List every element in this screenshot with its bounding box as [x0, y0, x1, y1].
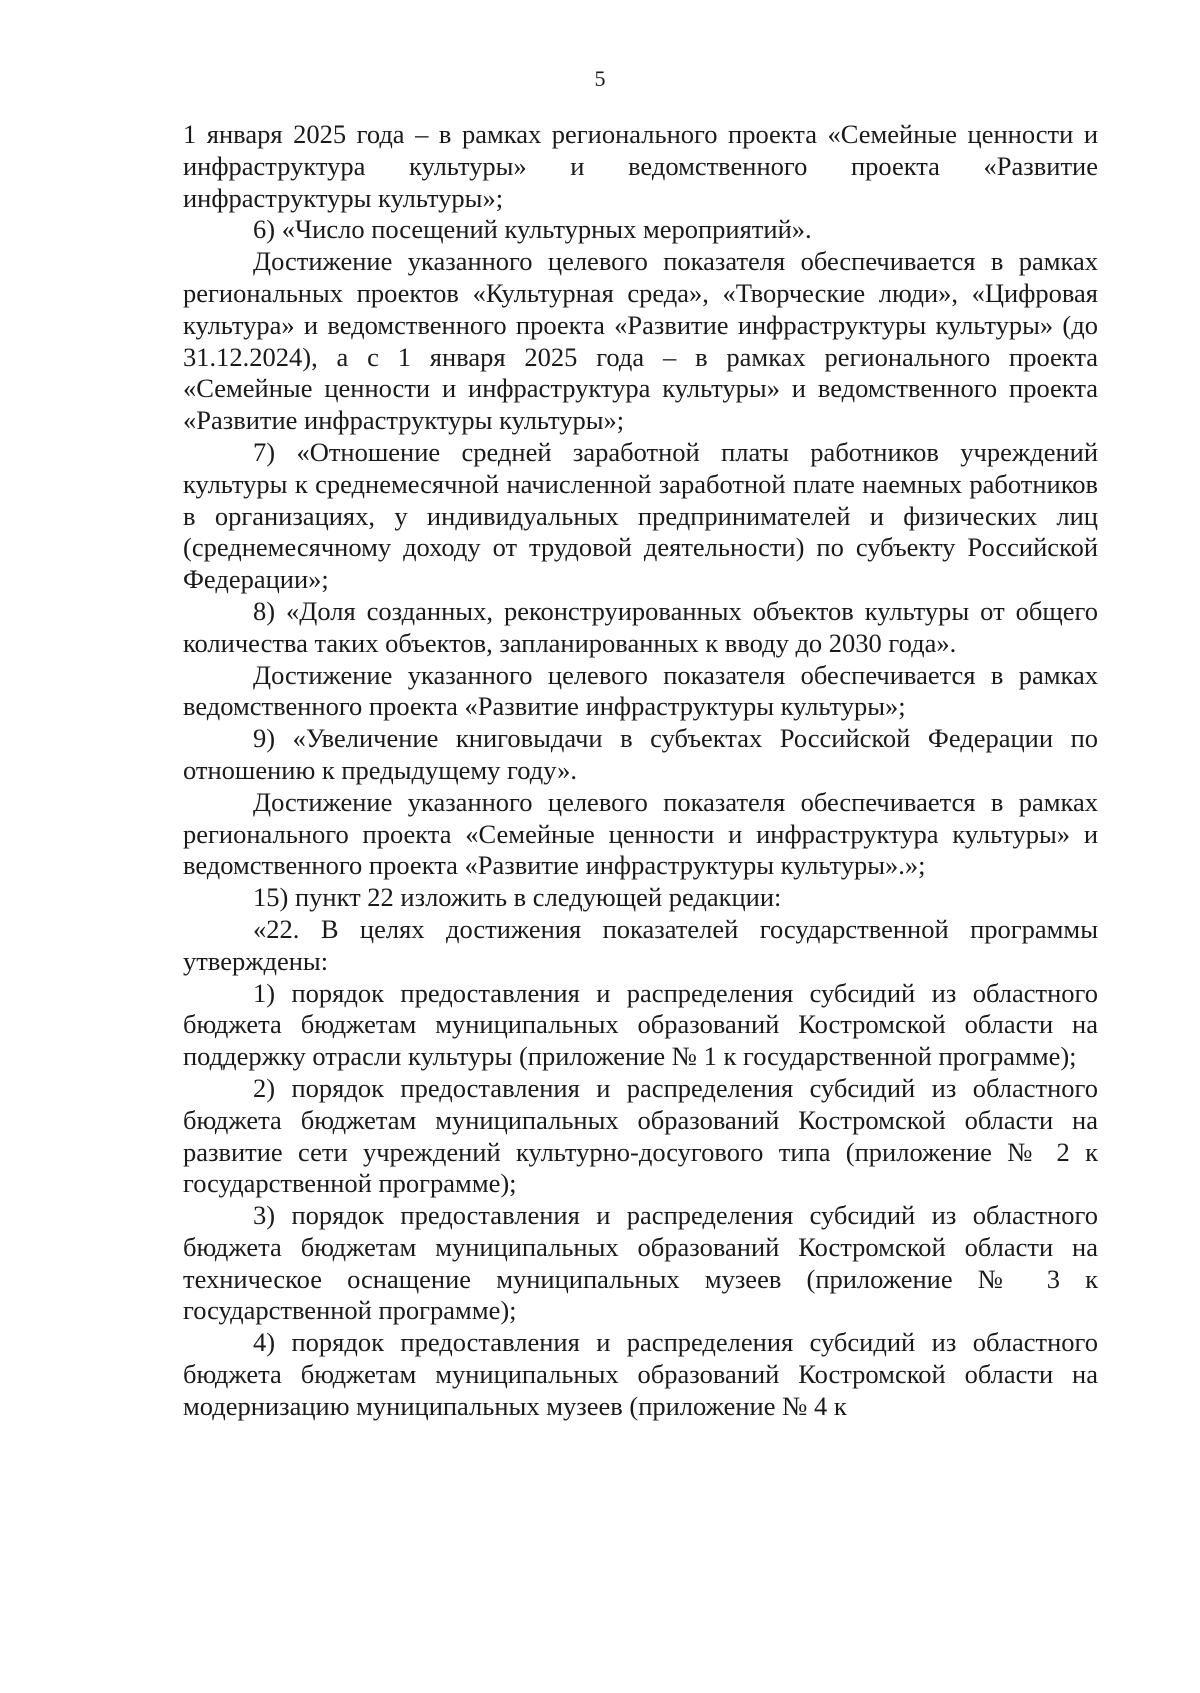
paragraph: Достижение указанного целевого показателя обеспечивается в рамках региональных проектов «Культурная среда», «Творческие люди», «Цифровая культура» и ведомственного проекта «Развитие инфраструктуры культуры» (до 31.12.2024), а с 1 января 2025 года – в рамках регионального проекта «Семейные ценности и инфраструктура культуры» и ведомственного проекта «Развитие инфраструктуры культуры»;	[183, 246, 1098, 436]
paragraph: 7) «Отношение средней заработной платы работников учреждений культуры к среднемесячной начисленной заработной плате наемных работников в организациях, у индивидуальных предпринимателей и физических лиц (среднемесячному доходу от трудовой деятельности) по субъекту Российской Федерации»;	[183, 436, 1098, 595]
paragraph: Достижение указанного целевого показателя обеспечивается в рамках регионального проекта «Семейные ценности и инфраструктура культуры» и ведомственного проекта «Развитие инфраструктуры культуры».»;	[183, 786, 1098, 881]
paragraph: 3) порядок предоставления и распределения субсидий из областного бюджета бюджетам муниципальных образований Костромской области на техническое оснащение муниципальных музеев (приложение № 3 к государственной программе);	[183, 1200, 1098, 1326]
paragraph: 9) «Увеличение книговыдачи в субъектах Российской Федерации по отношению к предыдущему году».	[183, 723, 1098, 785]
paragraph: «22. В целях достижения показателей государственной программы утверждены:	[183, 913, 1098, 976]
paragraph: 1 января 2025 года – в рамках регионального проекта «Семейные ценности и инфраструктура культуры» и ведомственного проекта «Развитие инфраструктуры культуры»;	[183, 119, 1098, 213]
paragraph: 2) порядок предоставления и распределения субсидий из областного бюджета бюджетам муниципальных образований Костромской области на развитие сети учреждений культурно-досугового типа (приложение № 2 к государственной программе);	[183, 1072, 1098, 1199]
paragraph: 1) порядок предоставления и распределения субсидий из областного бюджета бюджетам муниципальных образований Костромской области на поддержку отрасли культуры (приложение № 1 к государственной программе);	[183, 977, 1098, 1072]
paragraph: 4) порядок предоставления и распределения субсидий из областного бюджета бюджетам муниципальных образований Костромской области на модернизацию муниципальных музеев (приложение № 4 к	[183, 1327, 1098, 1421]
paragraph: Достижение указанного целевого показателя обеспечивается в рамках ведомственного проекта «Развитие инфраструктуры культуры»;	[183, 659, 1098, 722]
paragraph: 6) «Число посещений культурных мероприятий».	[253, 214, 812, 245]
paragraph: 8) «Доля созданных, реконструированных объектов культуры от общего количества таких объектов, запланированных к вводу до 2030 года».	[183, 595, 1098, 658]
page-number: 5	[594, 66, 606, 91]
document-body	[183, 119, 1098, 1423]
paragraph: 15) пункт 22 изложить в следующей редакции:	[253, 882, 782, 913]
